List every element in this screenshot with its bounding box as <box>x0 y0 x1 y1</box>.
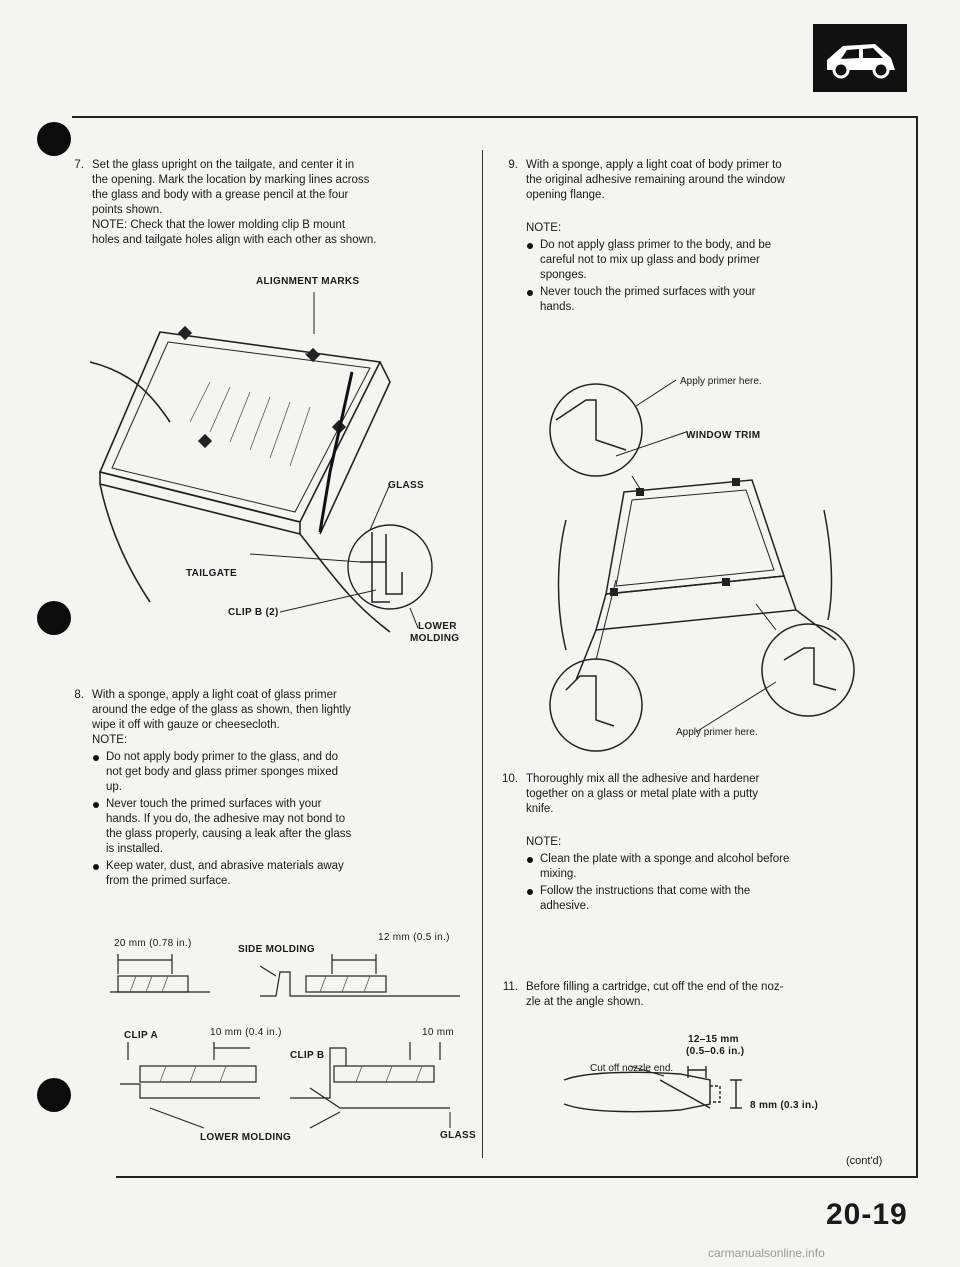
binder-hole <box>37 122 71 156</box>
label-window-trim: WINDOW TRIM <box>686 430 761 441</box>
binder-hole <box>37 601 71 635</box>
frame-top-rule <box>72 116 918 118</box>
step-text: around the edge of the glass as shown, then lightly <box>92 704 351 716</box>
note-bullet: Keep water, dust, and abrasive materials away from the primed surface. <box>92 859 351 889</box>
label-8mm: 8 mm (0.3 in.) <box>750 1100 819 1111</box>
primer-width-diagram <box>110 948 470 1148</box>
step-text: Before filling a cartridge, cut off the end of the noz- <box>526 981 784 993</box>
step-number: 8. <box>74 689 84 701</box>
label-molding: MOLDING <box>410 633 460 644</box>
label-cut-off-nozzle: Cut off nozzle end. <box>590 1063 674 1074</box>
label-apply-primer-top: Apply primer here. <box>680 376 762 387</box>
page-number: 20-19 <box>826 1198 908 1231</box>
watermark: carmanualsonline.info <box>708 1246 825 1260</box>
frame-right-rule <box>916 116 918 1178</box>
label-clip-b-small: CLIP B <box>290 1050 325 1061</box>
note-label: NOTE: <box>526 836 562 848</box>
step-number: 11. <box>502 981 518 993</box>
step-text: the original adhesive remaining around the window <box>526 174 785 186</box>
step-text: NOTE: Check that the lower molding clip B mount <box>92 219 346 231</box>
column-divider <box>482 150 483 1158</box>
step-text: the opening. Mark the location by marking lines across <box>92 174 370 186</box>
step-text: With a sponge, apply a light coat of glass primer <box>92 689 337 701</box>
label-10mm-a: 10 mm (0.4 in.) <box>210 1027 282 1038</box>
step-text: wipe it off with gauze or cheesecloth. <box>92 719 280 731</box>
note-label: NOTE: <box>526 222 562 234</box>
tailgate-glass-diagram <box>90 272 470 662</box>
label-12-15mm-in: (0.5–0.6 in.) <box>686 1046 745 1057</box>
label-apply-primer-bottom: Apply primer here. <box>676 727 758 738</box>
step-text: Set the glass upright on the tailgate, and center it in <box>92 159 355 171</box>
step-text: zle at the angle shown. <box>526 996 644 1008</box>
label-10mm-b: 10 mm <box>422 1027 455 1038</box>
note-bullet: Follow the instructions that come with the adhesive. <box>526 884 789 914</box>
label-12mm: 12 mm (0.5 in.) <box>378 932 450 943</box>
note-bullet: Never touch the primed surfaces with your hands. If you do, the adhesive may not bond to the glass properly, causing a leak after the glass is installed. <box>92 797 351 857</box>
step-text: together on a glass or metal plate with a putty <box>526 788 759 800</box>
note-bullet: Do not apply glass primer to the body, and be careful not to mix up glass and body primer sponges. <box>526 238 785 283</box>
step-number: 7. <box>74 159 84 171</box>
label-glass: GLASS <box>388 480 424 491</box>
note-bullet: Clean the plate with a sponge and alcohol before mixing. <box>526 852 789 882</box>
continued-note: (cont'd) <box>846 1155 883 1167</box>
step-number: 9. <box>508 159 518 171</box>
label-20mm: 20 mm (0.78 in.) <box>114 938 192 949</box>
step-text: With a sponge, apply a light coat of body primer to <box>526 159 782 171</box>
note-bullet: Never touch the primed surfaces with your hands. <box>526 285 785 315</box>
binder-hole <box>37 1078 71 1112</box>
label-lower-molding: LOWER MOLDING <box>200 1132 292 1143</box>
note-bullet: Do not apply body primer to the glass, and do not get body and glass primer sponges mixed up. <box>92 750 351 795</box>
label-lower: LOWER <box>418 621 457 632</box>
label-glass-small: GLASS <box>440 1130 476 1141</box>
label-clip-a: CLIP A <box>124 1030 159 1041</box>
label-side-molding: SIDE MOLDING <box>238 944 315 955</box>
label-alignment-marks: ALIGNMENT MARKS <box>256 276 360 287</box>
step-number: 10. <box>502 773 518 785</box>
label-clip-b: CLIP B (2) <box>228 607 279 618</box>
step-text: points shown. <box>92 204 163 216</box>
step-text: knife. <box>526 803 554 815</box>
hatchback-car-icon <box>813 24 907 92</box>
note-label: NOTE: <box>92 734 128 746</box>
step-text: opening flange. <box>526 189 605 201</box>
label-tailgate: TAILGATE <box>186 568 237 579</box>
step-text: holes and tailgate holes align with each other as shown. <box>92 234 377 246</box>
step-text: Thoroughly mix all the adhesive and hardener <box>526 773 760 785</box>
label-12-15mm: 12–15 mm <box>688 1034 739 1045</box>
frame-bottom-rule <box>116 1176 918 1178</box>
step-text: the glass and body with a grease pencil at the four <box>92 189 349 201</box>
